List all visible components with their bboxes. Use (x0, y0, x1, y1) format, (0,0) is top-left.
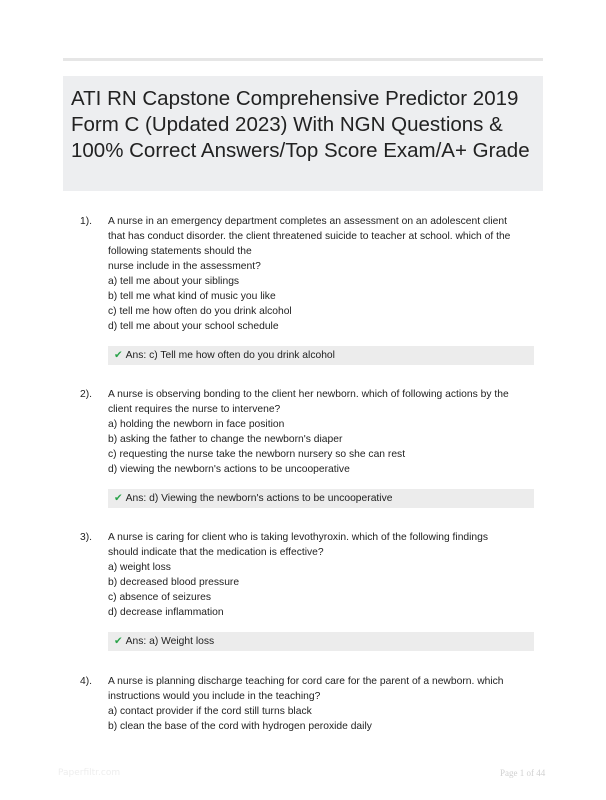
question-line: A nurse in an emergency department completes an assessment on an adolescent client (108, 216, 507, 227)
question-line: A nurse is planning discharge teaching for cord care for the parent of a newborn. which (108, 676, 504, 687)
option-line: b) clean the base of the cord with hydrogen peroxide daily (108, 721, 372, 732)
option-line: c) absence of seizures (108, 592, 212, 603)
question-line: instructions would you include in the teaching? (108, 691, 321, 702)
answer-text: Ans: d) Viewing the newborn's actions to be uncooperative (125, 493, 393, 504)
question-line: should indicate that the medication is effective? (108, 547, 324, 558)
question-body (108, 387, 545, 477)
question-line: following statements should the (108, 246, 252, 257)
check-icon: ✔ (114, 636, 123, 647)
answer-text: Ans: a) Weight loss (125, 636, 215, 647)
option-line: a) contact provider if the cord still turns black (108, 706, 312, 717)
option-line: d) tell me about your school schedule (108, 321, 279, 332)
question-line: A nurse is caring for client who is taking levothyroxin. which of the following findings (108, 532, 489, 543)
question-3 (80, 530, 545, 651)
question-body (108, 214, 545, 334)
document-title: ATI RN Capstone Comprehensive Predictor 2019 Form C (Updated 2023) With NGN Questions & 100% Correct Answers/Top Score Exam/A+ Grade (71, 87, 530, 162)
option-line: a) weight loss (108, 562, 171, 573)
option-line: d) decrease inflammation (108, 607, 224, 618)
option-line: d) viewing the newborn's actions to be uncooperative (108, 464, 350, 475)
question-1 (80, 214, 545, 365)
question-number: 4). (80, 676, 93, 687)
option-line: c) tell me how often do you drink alcohol (108, 306, 292, 317)
question-4 (80, 674, 545, 734)
question-2 (80, 387, 545, 508)
answer-text: Ans: c) Tell me how often do you drink alcohol (125, 350, 335, 361)
answer-box (108, 346, 534, 365)
option-line: b) tell me what kind of music you like (108, 291, 276, 302)
check-icon: ✔ (114, 493, 123, 504)
option-line: a) holding the newborn in face position (108, 419, 285, 430)
check-icon: ✔ (114, 350, 123, 361)
page-number: Page 1 of 44 (500, 768, 546, 778)
question-body (108, 530, 545, 620)
title-box (63, 76, 543, 191)
footer-watermark: Paperfiltr.com (58, 768, 121, 778)
question-number: 1). (80, 216, 93, 227)
option-line: b) asking the father to change the newborn's diaper (108, 434, 343, 445)
question-number: 2). (80, 389, 93, 400)
top-divider (63, 58, 543, 61)
question-line: that has conduct disorder. the client threatened suicide to teacher at school. which of the (108, 231, 511, 242)
question-body (108, 674, 545, 734)
question-line: client requires the nurse to intervene? (108, 404, 281, 415)
option-line: b) decreased blood pressure (108, 577, 240, 588)
question-line: A nurse is observing bonding to the client her newborn. which of following actions by the (108, 389, 509, 400)
answer-box (108, 489, 534, 508)
answer-box (108, 632, 534, 651)
question-line: nurse include in the assessment? (108, 261, 261, 272)
question-number: 3). (80, 532, 93, 543)
option-line: c) requesting the nurse take the newborn nursery so she can rest (108, 449, 406, 460)
option-line: a) tell me about your siblings (108, 276, 240, 287)
